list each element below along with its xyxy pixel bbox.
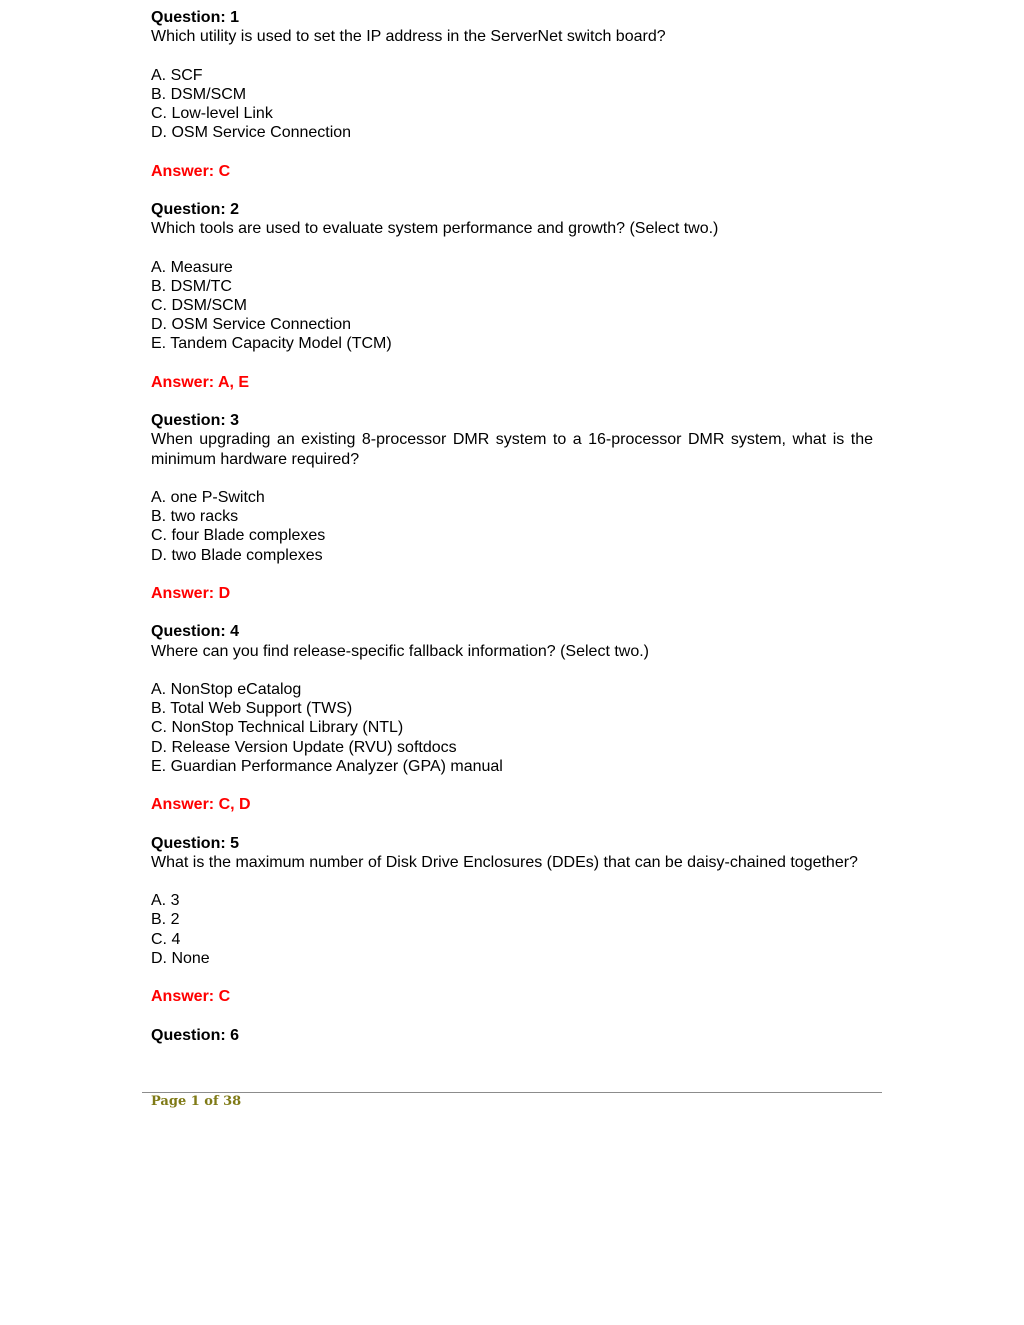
option-item: D. two Blade complexes xyxy=(151,546,323,564)
option-item: A. one P-Switch xyxy=(151,488,265,506)
question-block-2 xyxy=(151,200,873,392)
answer-label: Answer: D xyxy=(151,584,231,602)
option-item: A. 3 xyxy=(151,892,180,910)
question-heading: Question: 1 xyxy=(151,9,240,26)
option-item: E. Guardian Performance Analyzer (GPA) manual xyxy=(151,757,503,775)
question-heading: Question: 2 xyxy=(151,200,240,218)
question-heading: Question: 5 xyxy=(151,834,240,852)
question-block-3 xyxy=(151,411,873,603)
answer-label: Answer: C, D xyxy=(151,796,251,814)
question-heading-6: Question: 6 xyxy=(151,1026,240,1044)
option-list xyxy=(151,680,873,776)
page-number: Page 1 of 38 xyxy=(151,1094,242,1109)
question-text: Which utility is used to set the IP address in the ServerNet switch board? xyxy=(151,28,666,46)
question-heading: Question: 4 xyxy=(151,623,240,641)
option-list xyxy=(151,66,873,143)
option-item: C. DSM/SCM xyxy=(151,296,247,314)
option-list xyxy=(151,488,873,565)
option-item: D. OSM Service Connection xyxy=(151,124,352,142)
option-list xyxy=(151,891,873,968)
question-text: Which tools are used to evaluate system performance and growth? (Select two.) xyxy=(151,220,719,238)
question-text: Where can you find release-specific fallback information? (Select two.) xyxy=(151,642,649,660)
question-block-5 xyxy=(151,834,873,1007)
option-list xyxy=(151,258,873,354)
answer-label: Answer: C xyxy=(151,988,231,1006)
question-text: What is the maximum number of Disk Drive Enclosures (DDEs) that can be daisy-chained together? xyxy=(151,853,858,871)
option-item: B. DSM/TC xyxy=(151,277,232,295)
option-item: D. OSM Service Connection xyxy=(151,316,352,334)
question-block-1 xyxy=(151,8,873,181)
answer-label: Answer: C xyxy=(151,162,231,180)
question-heading: Question: 3 xyxy=(151,412,240,430)
option-item: B. two racks xyxy=(151,508,239,526)
document-content xyxy=(151,8,873,1045)
option-item: C. 4 xyxy=(151,930,181,948)
option-item: C. Low-level Link xyxy=(151,105,273,122)
option-item: A. SCF xyxy=(151,66,203,84)
option-item: E. Tandem Capacity Model (TCM) xyxy=(151,335,392,353)
option-item: A. NonStop eCatalog xyxy=(151,680,302,698)
option-item: B. DSM/SCM xyxy=(151,85,247,103)
option-item: B. 2 xyxy=(151,911,180,929)
option-item: D. None xyxy=(151,949,210,967)
option-item: D. Release Version Update (RVU) softdocs xyxy=(151,738,457,756)
question-text: When upgrading an existing 8-processor DMR system to a 16-processor DMR system, what is the minimum hardware required? xyxy=(151,431,873,468)
question-block-4 xyxy=(151,622,873,814)
option-item: C. four Blade complexes xyxy=(151,527,326,545)
footer-divider xyxy=(142,1092,882,1093)
option-item: C. NonStop Technical Library (NTL) xyxy=(151,719,404,737)
option-item: A. Measure xyxy=(151,258,233,276)
option-item: B. Total Web Support (TWS) xyxy=(151,700,353,718)
answer-label: Answer: A, E xyxy=(151,373,250,391)
